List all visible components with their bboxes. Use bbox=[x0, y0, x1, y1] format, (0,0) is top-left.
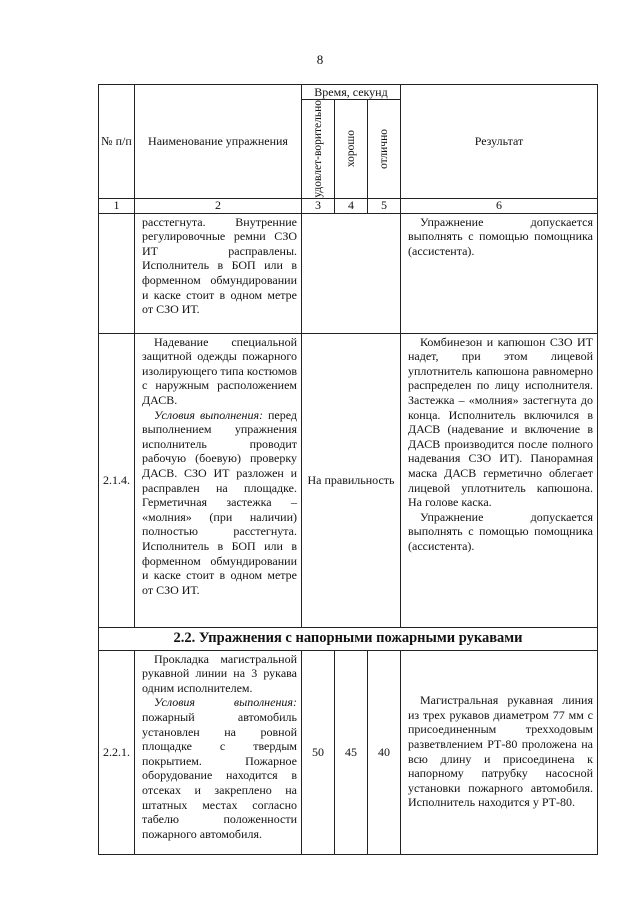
header-satisfactory: удовлет-ворительно bbox=[302, 100, 335, 199]
column-number: 5 bbox=[368, 198, 401, 213]
exercise-description: Надевание специальной защитной одежды пожарного изолирующего типа костюмов с наружным расположением ДАСВ. Условия выполнения: перед выполнением упражнения исполнитель проводит рабочую (боевую) проверку ДАСВ. СЗО ИТ разложен и расправлен на площадке. Герметичная застежка – «молния» (при наличии) полностью расстегнута. Исполнитель в БОП или в форменном обмундировании и каске стоит в одном метре от СЗО ИТ. bbox=[135, 333, 302, 627]
exercise-description: Прокладка магистральной рукавной линии на 3 рукава одним исполнителем. Условия выполнения: пожарный автомобиль установлен на ровной площадке с твердым покрытием. Пожарное оборудование находится в отсеках и закреплено на штатных местах согласно табелю положенности пожарного автомобиля. bbox=[135, 650, 302, 854]
section-title: 2.2. Упражнения с напорными пожарными рукавами bbox=[99, 627, 598, 650]
table-row bbox=[99, 650, 598, 854]
header-exercise-name: Наименование упражнения bbox=[135, 85, 302, 199]
time-good: 45 bbox=[335, 650, 368, 854]
column-number: 3 bbox=[302, 198, 335, 213]
table-row bbox=[99, 333, 598, 627]
column-number: 2 bbox=[135, 198, 302, 213]
time-satisfactory: 50 bbox=[302, 650, 335, 854]
exercise-table bbox=[98, 84, 598, 855]
row-number: 2.2.1. bbox=[99, 650, 135, 854]
time-cell-empty bbox=[302, 213, 401, 333]
exercise-description-continued: расстегнута. Внутренние регулировочные ремни СЗО ИТ расправлены. Исполнитель в БОП или в форменном обмундировании и каске стоит в одном метре от СЗО ИТ. bbox=[135, 213, 302, 333]
result-description: Комбинезон и капюшон СЗО ИТ надет, при этом лицевой уплотнитель капюшона равномерно распределен по лицу исполнителя. Застежка – «молния» застегнута до конца. Исполнитель включился в ДАСВ (надевание и включение в ДАСВ производится после полного надевания СЗО ИТ). Панорамная маска ДАСВ герметично облегает лицевой уплотнитель капюшона. На голове каска. Упражнение допускается выполнять с помощью помощника (ассистента). bbox=[401, 333, 598, 627]
time-excellent: 40 bbox=[368, 650, 401, 854]
table-row bbox=[99, 213, 598, 333]
section-header-row bbox=[99, 627, 598, 650]
header-result: Результат bbox=[401, 85, 598, 199]
header-time: Время, секунд bbox=[302, 85, 401, 100]
column-number: 6 bbox=[401, 198, 598, 213]
header-good: хорошо bbox=[335, 100, 368, 199]
column-number: 1 bbox=[99, 198, 135, 213]
row-number: 2.1.4. bbox=[99, 333, 135, 627]
result-description: Магистральная рукавная линия из трех рукавов диаметром 77 мм с присоединенным трехходовым разветвлением РТ-80 проложена на всю длину и присоединена к напорному патрубку насосной установки пожарного автомобиля. Исполнитель находится у РТ-80. bbox=[401, 650, 598, 854]
row-num-empty bbox=[99, 213, 135, 333]
header-excellent: отлично bbox=[368, 100, 401, 199]
page-number: 8 bbox=[316, 52, 324, 67]
result-continued: Упражнение допускается выполнять с помощью помощника (ассистента). bbox=[401, 213, 598, 333]
column-number-row bbox=[99, 198, 598, 213]
conditions-label: Условия выполнения: bbox=[154, 407, 264, 422]
header-num: № п/п bbox=[99, 85, 135, 199]
conditions-label: Условия выполнения: bbox=[154, 695, 297, 710]
column-number: 4 bbox=[335, 198, 368, 213]
time-norm: На правильность bbox=[302, 333, 401, 627]
header-row-1 bbox=[99, 85, 598, 100]
